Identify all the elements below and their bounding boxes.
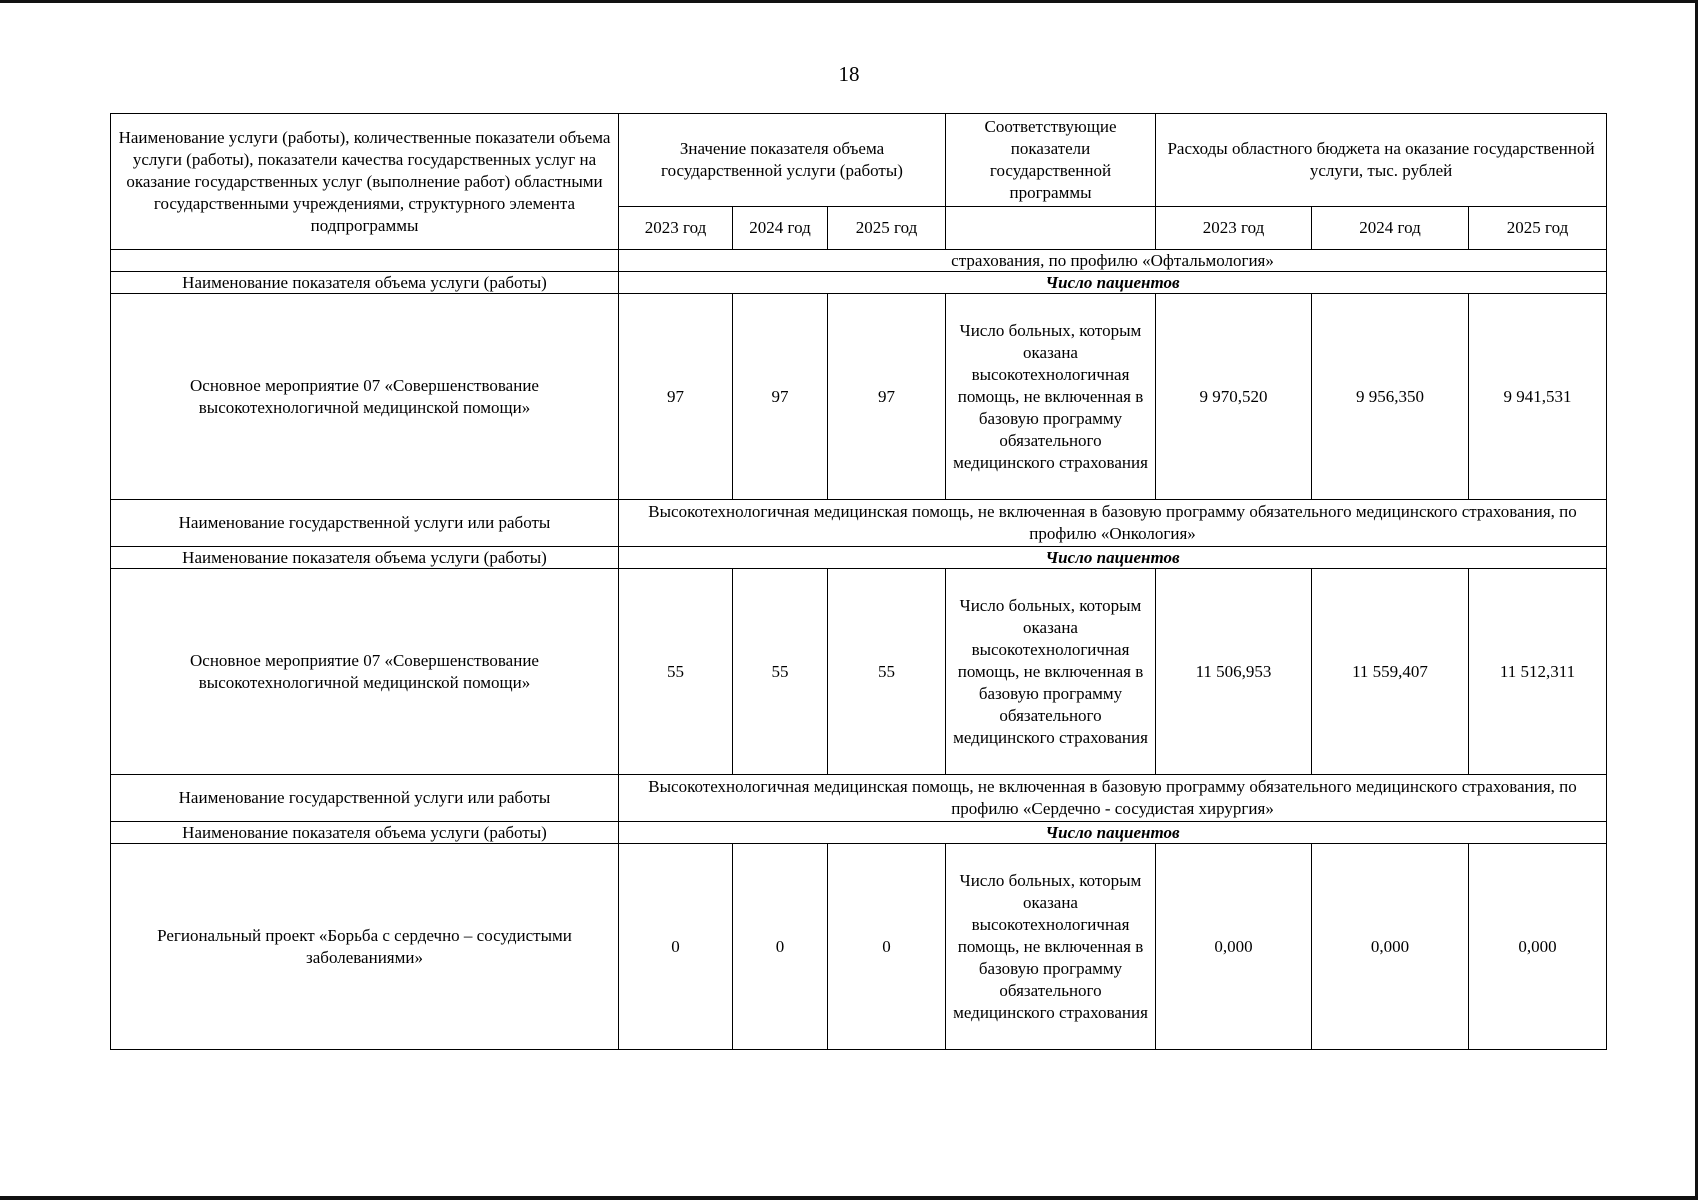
service-label: Наименование государственной услуги или работы: [111, 500, 619, 547]
value-2024: 55: [733, 569, 828, 775]
expense-2025: 9 941,531: [1469, 294, 1607, 500]
expense-2025: 11 512,311: [1469, 569, 1607, 775]
table-row: [111, 294, 1607, 500]
indicator-value: Число пациентов: [619, 272, 1607, 294]
header-budget-group: Расходы областного бюджета на оказание государственной услуги, тыс. рублей: [1156, 114, 1607, 207]
table-row: [111, 569, 1607, 775]
measure-name: Основное мероприятие 07 «Совершенствование высокотехнологичной медицинской помощи»: [111, 569, 619, 775]
header-value-year-2024: 2024 год: [733, 207, 828, 250]
value-2023: 97: [619, 294, 733, 500]
scan-border-top: [0, 0, 1698, 3]
scan-border-bottom: [0, 1196, 1698, 1200]
table-row: [111, 844, 1607, 1050]
service-continuation-text: страхования, по профилю «Офтальмология»: [619, 250, 1607, 272]
value-2025: 0: [828, 844, 946, 1050]
value-2025: 55: [828, 569, 946, 775]
measure-name: Региональный проект «Борьба с сердечно – сосудистыми заболеваниями»: [111, 844, 619, 1050]
expense-2024: 9 956,350: [1312, 294, 1469, 500]
header-value-group: Значение показателя объема государственной услуги (работы): [619, 114, 946, 207]
program-indicator: Число больных, которым оказана высокотехнологичная помощь, не включенная в базовую программу обязательного медицинского страхования: [946, 294, 1156, 500]
expense-2023: 0,000: [1156, 844, 1312, 1050]
value-2023: 55: [619, 569, 733, 775]
header-row-1: [111, 114, 1607, 207]
indicator-row: [111, 822, 1607, 844]
header-program-column: Соответствующие показатели государственной программы: [946, 114, 1156, 207]
program-indicator: Число больных, которым оказана высокотехнологичная помощь, не включенная в базовую программу обязательного медицинского страхования: [946, 844, 1156, 1050]
expense-2024: 11 559,407: [1312, 569, 1469, 775]
header-name-column: Наименование услуги (работы), количественные показатели объема услуги (работы), показатели качества государственных услуг на оказание государственных услуг (выполнение работ) областными государственными учреждениями, структурного элемента подпрограммы: [111, 114, 619, 250]
indicator-value: Число пациентов: [619, 822, 1607, 844]
header-value-year-2025: 2025 год: [828, 207, 946, 250]
expense-2025: 0,000: [1469, 844, 1607, 1050]
indicator-row: [111, 547, 1607, 569]
service-name: Высокотехнологичная медицинская помощь, не включенная в базовую программу обязательного медицинского страхования, по профилю «Сердечно - сосудистая хирургия»: [619, 775, 1607, 822]
header-program-empty: [946, 207, 1156, 250]
header-value-year-2023: 2023 год: [619, 207, 733, 250]
expense-2023: 9 970,520: [1156, 294, 1312, 500]
service-row: [111, 500, 1607, 547]
service-label-empty: [111, 250, 619, 272]
header-budget-year-2024: 2024 год: [1312, 207, 1469, 250]
measure-name: Основное мероприятие 07 «Совершенствование высокотехнологичной медицинской помощи»: [111, 294, 619, 500]
header-budget-year-2025: 2025 год: [1469, 207, 1607, 250]
program-indicator: Число больных, которым оказана высокотехнологичная помощь, не включенная в базовую программу обязательного медицинского страхования: [946, 569, 1156, 775]
expense-2023: 11 506,953: [1156, 569, 1312, 775]
page-number: 18: [838, 62, 860, 86]
indicator-label: Наименование показателя объема услуги (работы): [111, 272, 619, 294]
service-name: Высокотехнологичная медицинская помощь, не включенная в базовую программу обязательного медицинского страхования, по профилю «Онкология»: [619, 500, 1607, 547]
indicator-value: Число пациентов: [619, 547, 1607, 569]
budget-table: [110, 113, 1607, 1050]
header-budget-year-2023: 2023 год: [1156, 207, 1312, 250]
value-2025: 97: [828, 294, 946, 500]
expense-2024: 0,000: [1312, 844, 1469, 1050]
service-row: [111, 775, 1607, 822]
value-2024: 97: [733, 294, 828, 500]
indicator-row: [111, 272, 1607, 294]
service-label: Наименование государственной услуги или работы: [111, 775, 619, 822]
indicator-label: Наименование показателя объема услуги (работы): [111, 822, 619, 844]
indicator-label: Наименование показателя объема услуги (работы): [111, 547, 619, 569]
service-continuation-row: [111, 250, 1607, 272]
value-2023: 0: [619, 844, 733, 1050]
value-2024: 0: [733, 844, 828, 1050]
